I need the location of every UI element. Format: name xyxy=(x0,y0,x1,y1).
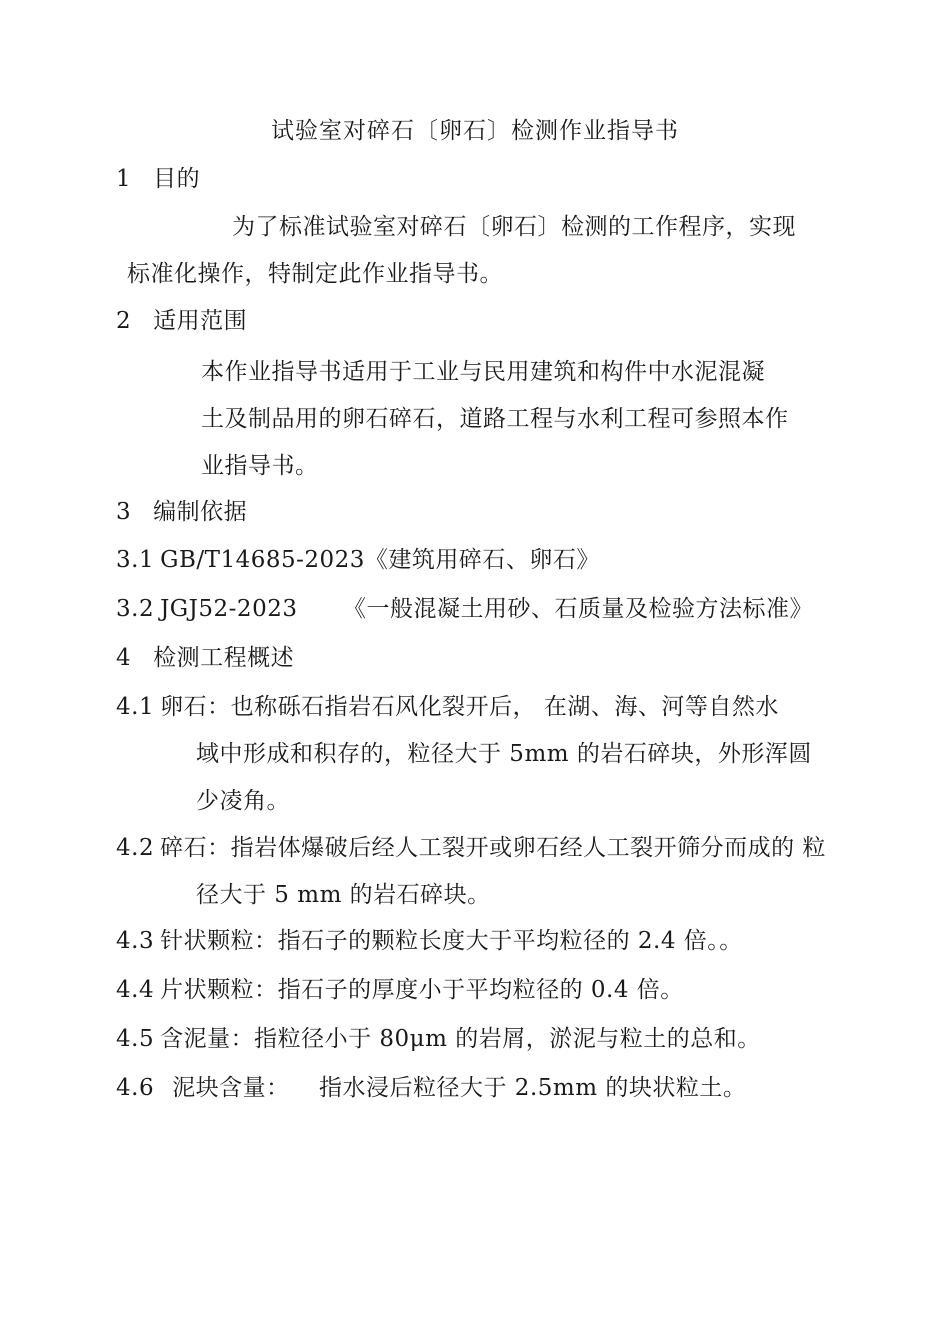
section-1-heading xyxy=(116,164,200,194)
item-label: 泥块含量： xyxy=(172,1075,290,1101)
section-title: 目的 xyxy=(153,166,201,192)
section-4-item-5 xyxy=(116,1024,761,1054)
section-4-item-1 xyxy=(116,692,779,722)
item-text: 碎石：指岩体爆破后经人工裂开或卵石经人工裂开筛分而成的 粒 xyxy=(160,835,826,861)
section-title: 编制依据 xyxy=(153,499,248,525)
item-number: 4.6 xyxy=(116,1075,155,1101)
section-4-item-6-text: 指水浸后粒径大于 2.5mm 的块状粒土。 xyxy=(319,1075,747,1101)
item-number: 3.2 xyxy=(116,596,155,622)
section-4-item-4 xyxy=(116,975,684,1005)
section-2-paragraph-line-1: 本作业指导书适用于工业与民用建筑和构件中水泥混凝 xyxy=(201,359,765,385)
item-number: 4.1 xyxy=(116,694,155,720)
document-title: 试验室对碎石〔卵石〕检测作业指导书 xyxy=(271,118,679,144)
item-number: 3.1 xyxy=(116,547,155,573)
section-4-item-2-line-2: 径大于 5 mm 的岩石碎块。 xyxy=(196,882,491,908)
item-number: 4.4 xyxy=(116,977,155,1003)
section-1-paragraph-line-2: 标准化操作，特制定此作业指导书。 xyxy=(127,261,503,287)
section-3-heading xyxy=(116,497,247,527)
section-4-item-6 xyxy=(116,1073,290,1103)
section-number: 2 xyxy=(116,308,132,334)
section-4-item-1-line-3: 少凌角。 xyxy=(196,788,290,814)
section-4-item-2 xyxy=(116,833,826,863)
section-number: 3 xyxy=(116,499,132,525)
section-4-heading xyxy=(116,643,294,673)
item-text: GB/T14685-2023《建筑用碎石、卵石》 xyxy=(160,547,600,573)
section-2-paragraph-line-2: 土及制品用的卵石碎石，道路工程与水利工程可参照本作 xyxy=(201,406,789,432)
section-3-item-2-title: 《一般混凝土用砂、石质量及检验方法标准》 xyxy=(343,596,813,622)
section-4-item-1-line-2: 域中形成和积存的，粒径大于 5mm 的岩石碎块，外形浑圆 xyxy=(196,741,812,767)
section-1-paragraph-line-1: 为了标准试验室对碎石〔卵石〕检测的工作程序，实现 xyxy=(232,214,796,240)
item-number: 4.2 xyxy=(116,835,155,861)
section-2-paragraph-line-3: 业指导书。 xyxy=(201,453,319,479)
section-4-item-3 xyxy=(116,926,743,956)
section-3-item-1 xyxy=(116,545,600,575)
section-title: 检测工程概述 xyxy=(153,645,295,671)
item-text: 针状颗粒：指石子的颗粒长度大于平均粒径的 2.4 倍。。 xyxy=(160,928,743,954)
section-number: 4 xyxy=(116,645,132,671)
item-number: 4.5 xyxy=(116,1026,155,1052)
item-code: JGJ52-2023 xyxy=(160,596,298,622)
section-3-item-2 xyxy=(116,594,297,624)
item-text: 片状颗粒：指石子的厚度小于平均粒径的 0.4 倍。 xyxy=(160,977,684,1003)
section-title: 适用范围 xyxy=(153,308,248,334)
section-number: 1 xyxy=(116,166,132,192)
item-text: 含泥量：指粒径小于 80μm 的岩屑，淤泥与粒土的总和。 xyxy=(160,1026,761,1052)
item-text: 卵石：也称砾石指岩石风化裂开后， 在湖、海、河等自然水 xyxy=(160,694,779,720)
section-2-heading xyxy=(116,306,247,336)
item-number: 4.3 xyxy=(116,928,155,954)
